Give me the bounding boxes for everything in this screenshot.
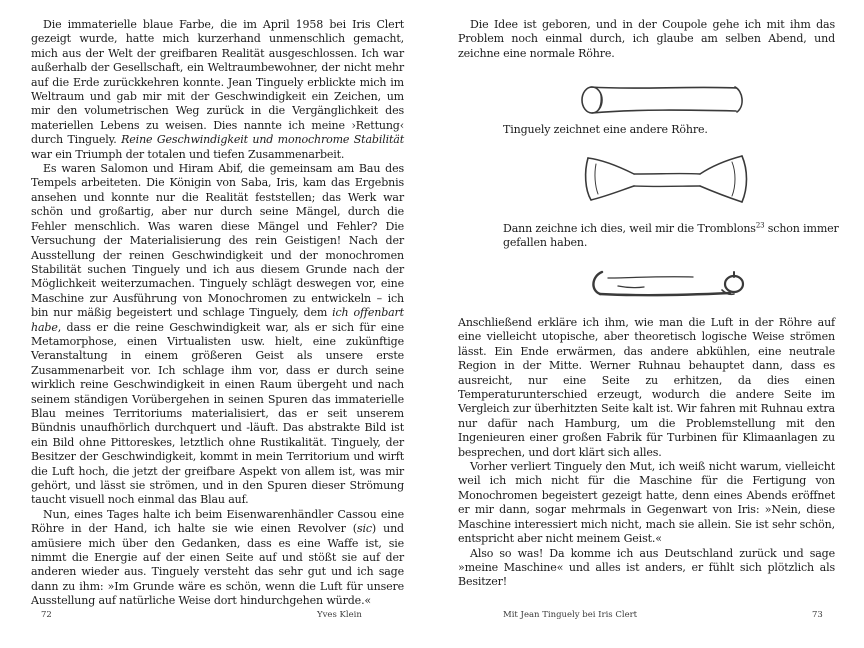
- left-body-text: [31, 18, 404, 609]
- right-body-text-bottom: [458, 316, 835, 590]
- paragraph-4: Anschließend erkläre ich ihm, wie man die Luft in der Röhre auf eine vielleicht utopische, aber theoretisch logische Weise strömen lässt. Ein Ende erwärmen, das andere abkühlen, eine neutrale Region in der Mitte. Werner Ruhnau behauptet dann, dass es ausreicht, nur eine Seite zu erhitzen, da dies einen Temperaturunterschied erzeugt, wodurch die andere Seite im Vergleich zur überhitzten Seite kalt ist. Wir fahren mit Ruhnau extra nur dafür nach Hamburg, um die Problemstellung mit den Ingenieuren einer großen Fabrik für Turbinen für Klimaanlagen zu besprechen, und dort klärt sich alles.: [458, 316, 835, 459]
- page-number-left: 72: [41, 610, 52, 620]
- tube-sketch-icon: [580, 82, 750, 118]
- flared-tube-sketch-icon: [582, 152, 750, 204]
- running-head-left: Yves Klein: [317, 610, 362, 620]
- paragraph-3: Nun, eines Tages halte ich beim Eisenwarenhändler Cassou eine Röhre in der Hand, ich halte sie wie einen Revolver (sic) und amüsiere mich über den Gedanken, dass es eine Waffe ist, sie nimmt die Energie auf der einen Seite auf und stößt sie auf der anderen wieder aus. Tinguely versteht das sehr gut und ich sage dann zu ihm: »Im Grunde wäre es schön, wenn die Luft für unsere Ausstellung auf natürliche Weise dort hindurchgehen würde.«: [31, 507, 404, 608]
- right-page: [432, 0, 864, 648]
- paragraph-top: Die Idee ist geboren, und in der Coupole gehe ich mit ihm das Problem noch einmal durch, ich glaube am selben Abend, und zeichne eine normale Röhre.: [458, 18, 835, 60]
- title-italic: Reine Geschwindigkeit und monochrome Stabilität: [121, 133, 404, 147]
- running-head-right: Mit Jean Tinguely bei Iris Clert: [503, 610, 638, 620]
- paragraph-1: Die immaterielle blaue Farbe, die im April 1958 bei Iris Clert gezeigt wurde, hatte mich kurzerhand unmenschlich gemacht, mich aus der Welt der greifbaren Realität ausgeschlossen. Ich war außerhalb der Gesellschaft, ein Weltraumbewohner, der nicht mehr auf die Erde zurückkehren konnte. Jean Tinguely erblickte mich im Weltraum und gab mir mit der Geschwindigkeit ein Zeichen, um mir den volumetrischen Weg zurück in die Vergänglichkeit des materiellen Lebens zu weisen. Dies nannte ich meine ›Rettung‹ durch Tinguely. Reine Geschwindigkeit und monochrome Stabilität war ein Triumph der totalen und tiefen Zusammenarbeit.: [31, 18, 404, 161]
- caption-1: Tinguely zeichnet eine andere Röhre.: [503, 123, 708, 136]
- paragraph-2: Es waren Salomon und Hiram Abif, die gemeinsam am Bau des Tempels arbeiteten. Die Königin von Saba, Iris, kam das Ergebnis ansehen und konnte nur die Realität feststellen; das Werk war schön und großartig, aber nur durch seine Mängel, durch die Fehler menschlich. Was waren diese Mängel und Fehler? Die Versuchung der Materialisierung des rein Geistigen! Nach der Ausstellung der reinen Geschwindigkeit und der monochromen Stabilität suchen Tinguely und ich aus diesem Grunde nach der Möglichkeit weiterzumachen. Tinguely schlägt deswegen vor, eine Maschine zur Ausführung von Monochromen zu entwickeln – ich bin nur mäßig begeistert und schlage Tinguely, dem ich offenbart habe, dass er die reine Geschwindigkeit war, als er sich für eine Metamorphose, einen Virtualisten usw. hielt, eine zukünftige Veranstaltung in einem größeren Geist als unsere erste Zusammenarbeit vor. Ich schlage ihm vor, dass er durch seine wirklich reine Geschwindigkeit in einen Raum übergeht und nach seinem ständigen Vorübergehen in seinen Spuren das immaterielle Blau meines Territoriums materialisiert, das er seit unserem Bündnis unaufhörlich durchquert und -läuft. Das abstrakte Bild ist ein Bild ohne Pittoreskes, letztlich ohne Rustikalität. Tinguely, der Besitzer der Geschwindigkeit, kommt in mein Territorium und wirft die Luft hoch, die jetzt der greifbare Aspekt von allem ist, was mir gehört, und lässt sie strömen, und in den Spuren dieser Strömung taucht visuell noch einmal das Blau auf.: [31, 162, 404, 507]
- footnote-marker: 23: [755, 221, 765, 230]
- page-number-right: 73: [812, 610, 823, 620]
- sic-italic: sic: [356, 522, 372, 536]
- blunderbuss-sketch-icon: [588, 264, 748, 300]
- emphasis-italic: ich offenbart habe: [31, 306, 404, 334]
- right-body-text-top: [458, 18, 835, 61]
- paragraph-6: Also so was! Da komme ich aus Deutschland zurück und sage »meine Maschine« und alles ist anders, er fühlt sich plötzlich als Besitzer!: [458, 546, 835, 589]
- paragraph-5: Vorher verliert Tinguely den Mut, ich weiß nicht warum, vielleicht weil ich mich nicht für die Maschine für die Fertigung von Monochromen begeistert gezeigt hatte, denn eines Abends eröffnet er mir dann, sogar mehrmals in Gegenwart von Iris: »Nein, diese Maschine interessiert mich nicht, mach sie allein. Sie ist sehr schön, entspricht aber nicht meinem Geist.«: [458, 460, 835, 546]
- caption-2: Dann zeichne ich dies, weil mir die Tromblons$^{23}$ schon immer gefallen haben.: [503, 221, 839, 250]
